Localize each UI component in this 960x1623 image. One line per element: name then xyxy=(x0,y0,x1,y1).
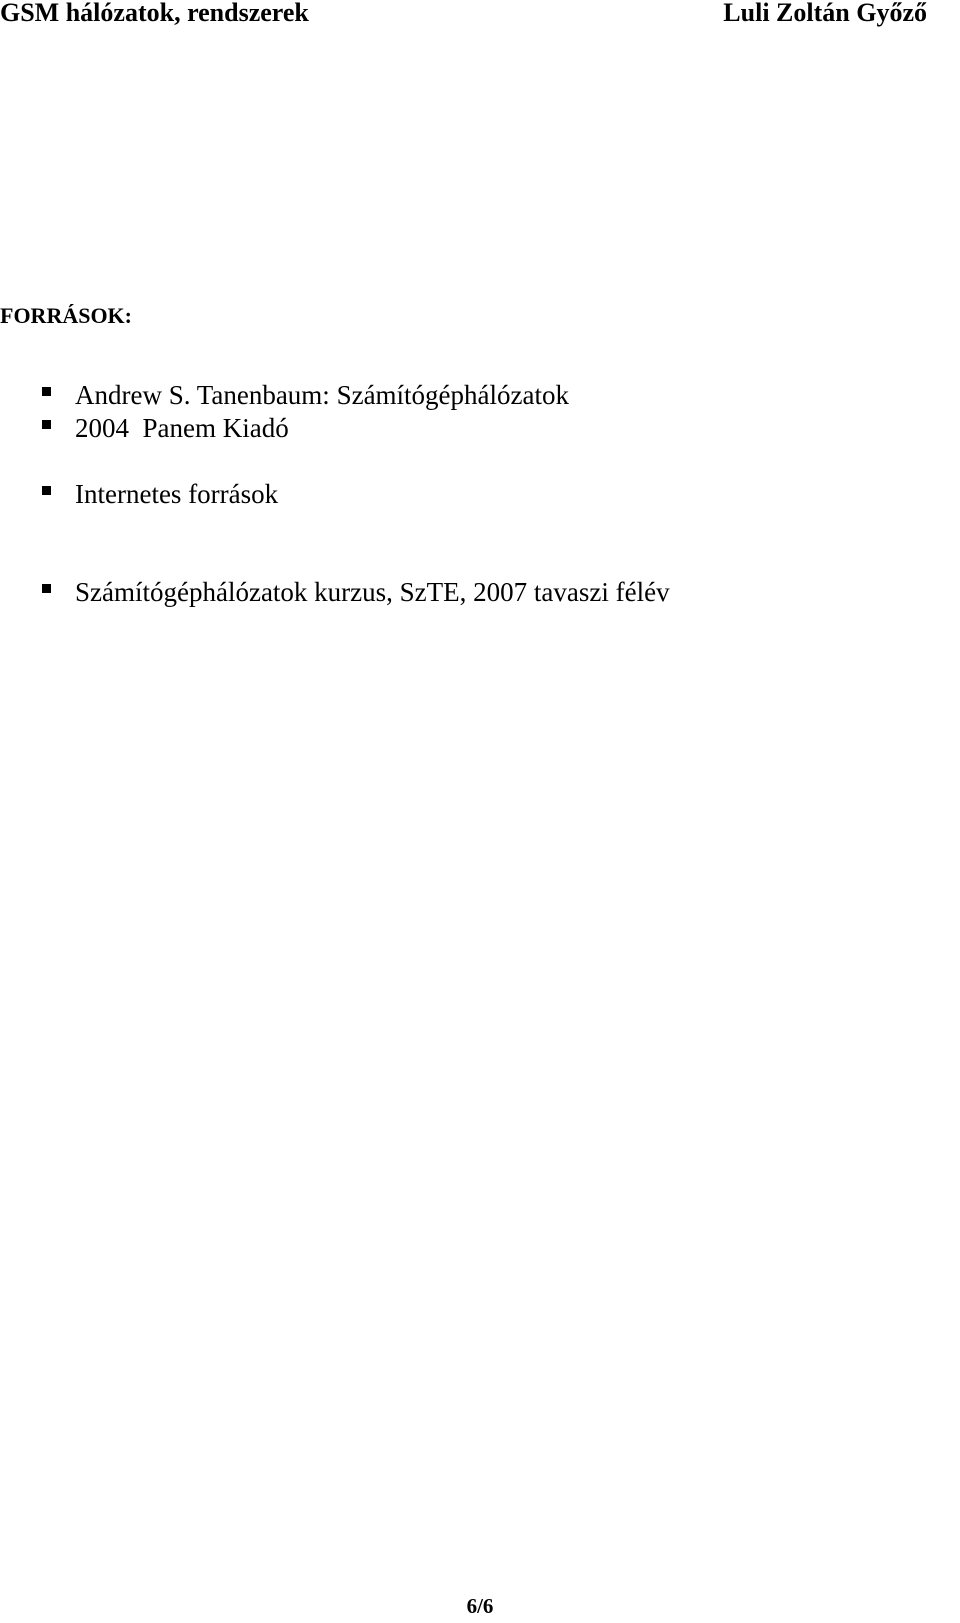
square-bullet-icon xyxy=(42,486,51,495)
page-number: 6/6 xyxy=(466,1594,494,1618)
list-item-text: Számítógéphálózatok kurzus, SzTE, 2007 tavaszi félév xyxy=(75,577,670,607)
header-author: Luli Zoltán Győző xyxy=(723,0,927,27)
sources-heading: FORRÁSOK: xyxy=(0,303,132,328)
list-item xyxy=(42,479,278,509)
list-item xyxy=(42,577,670,607)
list-item-text: 2004 Panem Kiadó xyxy=(75,413,289,443)
square-bullet-icon xyxy=(42,584,51,593)
list-item xyxy=(42,380,569,410)
list-item xyxy=(42,413,289,443)
header-title: GSM hálózatok, rendszerek xyxy=(0,0,309,27)
list-item-text: Andrew S. Tanenbaum: Számítógéphálózatok xyxy=(75,380,569,410)
square-bullet-icon xyxy=(42,420,51,429)
square-bullet-icon xyxy=(42,387,51,396)
list-item-text: Internetes források xyxy=(75,479,279,509)
